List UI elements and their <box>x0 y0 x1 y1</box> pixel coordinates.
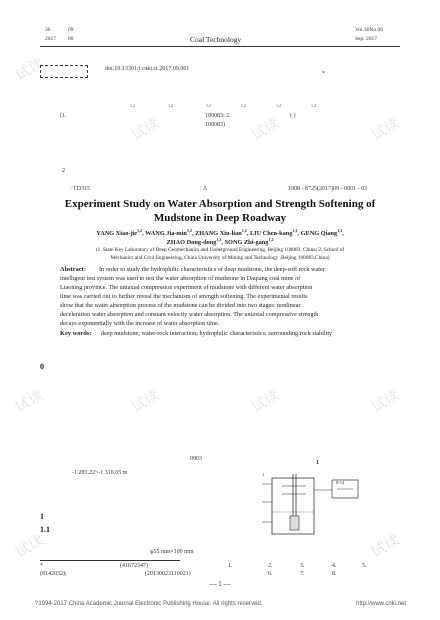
affiliation-line2: Mechanics and Civil Engineering, China University of Mining and Technology ,Beijing 100083,China) <box>110 255 330 261</box>
abstract-line-5: deceleration water absorption and constant velocity water absorption. The uniaxial compressive strength <box>60 311 319 318</box>
body-specimen-size: φ55 mm×100 mm <box>150 549 194 555</box>
authors-line1: YANG Xiao-jie$^{1,2}$, WANG Jia-$\min^{1,2}$, ZHANG Xiu-lian$^{1,2}$, LIU Chen-kang$^{1,2}$, GENG Qiang$^{1,2}$, <box>96 228 344 238</box>
watermark-8: 试读 <box>367 385 403 417</box>
cn-sup-f: 1,2 <box>311 103 316 108</box>
header-rule <box>40 46 400 47</box>
footnote-rule <box>40 560 180 561</box>
cn-sup-b: 1,2 <box>168 103 173 108</box>
watermark-9: 试读 <box>11 530 47 562</box>
cn-affil-postcode: 100083; 2. <box>205 113 231 119</box>
paper-title-line2: Mudstone in Deep Roadway <box>153 212 287 224</box>
figure-ref-1: 1 <box>316 460 319 466</box>
body-depth: -1 283.22~-1 310.65 m <box>72 470 128 476</box>
header-month: 09 <box>68 36 74 42</box>
watermark-1: 试读 <box>11 53 47 85</box>
footnote-grant2-left: (8142032); <box>40 571 67 577</box>
header-volume: 36 <box>45 27 51 33</box>
footnote-grant1: (41672347) <box>120 563 148 569</box>
abstract-line-3: time was carried out to further reveal the mechanism of strength softening. The experimental results <box>60 293 308 300</box>
header-year: 2017 <box>45 36 56 42</box>
cn-affil-paren: ( ) <box>290 113 296 119</box>
cn-sup-e: 1,2 <box>276 103 281 108</box>
figure-1-apparatus <box>262 472 366 542</box>
abstract-line-0: In order to study the hydrophilic characteristics of deep mudstone, the deep-soft rock water <box>99 266 325 273</box>
affiliation-line1: (1. State Key Laboratory of Deep Geomechanics and Underground Engineering, Beijing 100083, China; 2. School of <box>95 247 345 253</box>
page-number: — 1 — <box>209 580 231 588</box>
figure-caption-num-1: 1. <box>228 563 233 569</box>
figure-marker: 1 <box>262 472 265 477</box>
authors-line2: ZHAO Dong-dong$^{1,2}$, SONG Zhi-gang$^{1,2}$ <box>166 237 274 247</box>
cn-clc-number: : TD315 <box>70 186 91 192</box>
journal-name: Coal Technology <box>190 35 242 44</box>
cn-abstract-number: 2 <box>62 168 65 174</box>
figure-caption-num-4: 4. <box>332 563 337 569</box>
watermark-7: 试读 <box>247 385 283 417</box>
watermark-2: 试读 <box>127 113 163 145</box>
keywords-label: Key words: <box>60 330 92 337</box>
section-1-heading: 1 <box>40 512 44 521</box>
watermark-4: 试读 <box>367 113 403 145</box>
abstract-line-1: intelligent test system was used to test the water absorption of mudstone in Daqiang coal mine of <box>60 275 301 282</box>
body-code: 0903 <box>190 456 202 462</box>
abstract-line-4: show that the water absorption process of the mudstone can be divided into two stages: nonlinear <box>60 302 301 309</box>
cn-sup-d: 1,2 <box>241 103 246 108</box>
section-0-heading: 0 <box>40 362 44 371</box>
figure-caption-num-3: 3. <box>300 563 305 569</box>
watermark-5: 试读 <box>11 385 47 417</box>
header-issue: 09 <box>68 27 74 33</box>
watermark-10: 试读 <box>367 530 403 562</box>
abstract-label: Abstract: <box>60 266 86 273</box>
copyright-text: ?1994-2017 China Academic Journal Electronic Publishing House. All rights reserved. <box>35 601 263 607</box>
watermark-3: 试读 <box>247 113 283 145</box>
site-link[interactable]: http://www.cnki.net <box>356 601 407 607</box>
figure-caption-num-5: 5. <box>362 563 367 569</box>
footnote-grant2-mid: (20130023110021) <box>145 571 191 577</box>
abstract-line-6: decays exponentially with the increase of water absorption time. <box>60 320 220 327</box>
section-1-1-heading: 1.1 <box>40 525 50 534</box>
cn-sup-a: 1,2 <box>130 103 135 108</box>
figure-caption-num-2: 2. <box>268 563 273 569</box>
doi-marker: * <box>322 71 325 77</box>
cn-sup-c: 1,2 <box>206 103 211 108</box>
cn-affil-num: (1. <box>60 113 67 119</box>
figure-caption-num-8: 8. <box>332 571 337 577</box>
keywords-text: deep mudstone; water-rock interaction; hydrophilic characteristics; surrounding rock stability <box>101 330 333 337</box>
header-vol-issue: Vol.36No.09 <box>355 27 384 33</box>
figure-caption-num-7: 7. <box>300 571 305 577</box>
cn-article-id: 1008 - 8725(2017)09 - 0001 - 03 <box>288 186 367 192</box>
cn-doc-code: : A <box>200 186 208 192</box>
cn-affil-sups <box>130 103 316 108</box>
abstract-line-2: Liaoning province. The uniaxial compression experiment of mudstone with different water absorption <box>60 284 313 291</box>
watermark-6: 试读 <box>127 385 163 417</box>
doi-text[interactable]: doi:10.13301/j.cnki.ct.2017.09.001 <box>105 66 190 72</box>
footnote-star: * <box>40 563 43 569</box>
cn-affil-line2: 100083) <box>205 122 225 128</box>
figure-key-text: 8-14 <box>336 480 345 485</box>
paper-title-line1: Experiment Study on Water Absorption and Strength Softening of <box>64 198 376 210</box>
column-label-box <box>40 65 88 78</box>
header-date: Sep. 2017 <box>355 36 377 42</box>
figure-caption-num-6: 6. <box>268 571 273 577</box>
